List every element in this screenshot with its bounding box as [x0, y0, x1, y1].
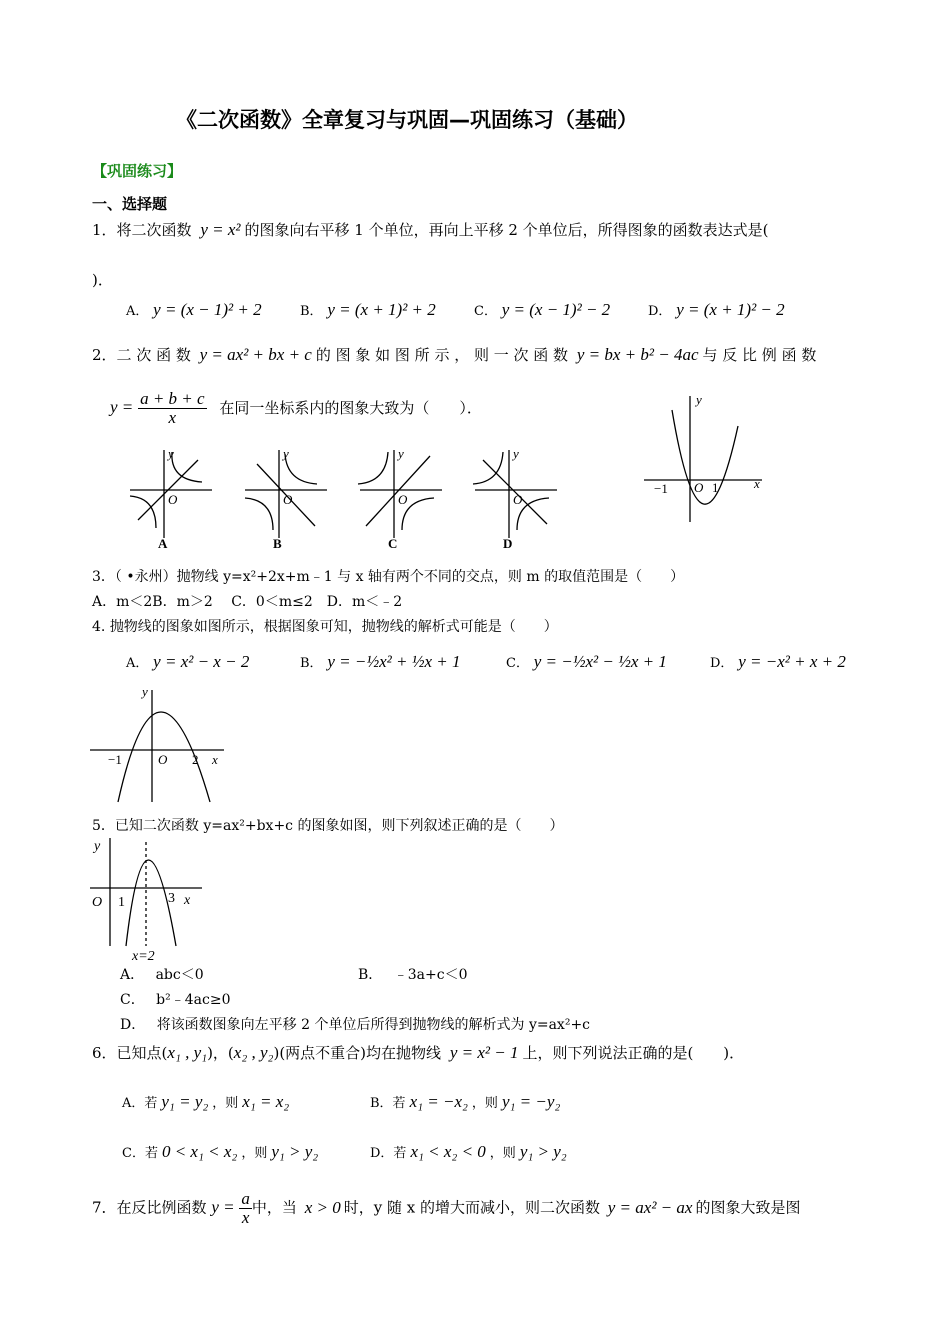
q3-number: 3． — [92, 569, 115, 585]
q2-d-y-label: y — [513, 446, 519, 461]
q4-y-label: y — [142, 684, 148, 699]
q6-option-b — [370, 1092, 560, 1112]
q1-option-c-label: C． — [474, 304, 497, 319]
q4-neg1-label: −1 — [108, 752, 122, 767]
q1-text-b: 的图象向右平移 1 个单位，再向上平移 2 个单位后，所得图象的函数表达式是( — [244, 221, 769, 239]
q6-number: 6． — [92, 1044, 117, 1062]
q2-label-a: A — [158, 536, 168, 551]
q1-option-c-expr: y = (x − 1)² − 2 — [501, 300, 611, 319]
q5-option-a — [120, 964, 204, 984]
q2p-x-label: x — [754, 476, 760, 491]
q5-one-label: 1 — [118, 895, 125, 910]
question-3 — [92, 566, 684, 586]
q6-option-a-res: x₁ = x₂ — [242, 1092, 290, 1111]
q6-formula: y = x² − 1 — [449, 1043, 519, 1062]
q7-formula: y = ax² − ax — [607, 1197, 693, 1217]
q7-frac-num: a — [241, 1189, 250, 1208]
q6-option-d-res: y₁ > y₂ — [519, 1142, 567, 1161]
q7-fraction — [239, 1190, 252, 1227]
q1-option-d — [648, 300, 785, 320]
q1-option-d-expr: y = (x + 1)² − 2 — [676, 300, 785, 319]
question-7 — [92, 1190, 800, 1227]
q5-option-c-text: b²﹣4ac≥0 — [156, 992, 231, 1008]
q2-parabola-graph — [640, 392, 770, 526]
q2-text-c: 与 反 比 例 函 数 — [702, 346, 817, 364]
q7-text-d: 的图象大致是图 — [695, 1198, 801, 1217]
q6-option-b-res: y₁ = −y₂ — [501, 1092, 561, 1111]
q5-option-a-label: A． — [120, 967, 138, 983]
q6-option-c-then: ，则 — [241, 1146, 268, 1161]
q7-frac-den: x — [241, 1208, 250, 1227]
q2-label-d: D — [503, 536, 513, 551]
q2-text-b: 的 图 象 如 图 所 示 ， 则 一 次 函 数 — [315, 346, 569, 364]
q1-option-b-label: B． — [300, 304, 323, 319]
q6-option-c-cond: 0 < x₁ < x₂ — [161, 1142, 238, 1161]
q5-option-d-text: 将该函数图象向左平移 2 个单位后所得到抛物线的解析式为 y=ax²+c — [156, 1017, 591, 1033]
q4-option-c-expr: y = −½x² − ½x + 1 — [533, 652, 667, 671]
q6-text-b: )，( — [207, 1044, 234, 1062]
q6-option-a-then: ，则 — [212, 1096, 239, 1111]
q5-parabola-graph — [88, 834, 212, 962]
q4-option-b-expr: y = −½x² + ½x + 1 — [327, 652, 461, 671]
q5-option-b — [358, 964, 467, 984]
q4-two-label: 2 — [192, 752, 199, 767]
q2-b-y-label: y — [283, 446, 289, 461]
q1-option-a-expr: y = (x − 1)² + 2 — [153, 300, 262, 319]
q4-option-d-label: D． — [710, 656, 734, 671]
q2p-one-label: 1 — [712, 480, 719, 495]
q6-option-c-res: y₁ > y₂ — [271, 1142, 319, 1161]
q5-option-a-text: abc＜0 — [155, 967, 204, 983]
q2-formula-b: y = bx + b² − 4ac — [576, 345, 699, 364]
q2-fraction — [138, 390, 207, 427]
q6-text-c: )(两点不重合)均在抛物线 — [273, 1044, 442, 1062]
q7-text-b: 中，当 — [251, 1198, 297, 1217]
q5-number: 5． — [92, 818, 115, 834]
q6-option-d — [370, 1142, 567, 1162]
q5-option-c-label: C． — [120, 992, 138, 1008]
q6-option-d-then: ，则 — [489, 1146, 516, 1161]
q2-formula-a: y = ax² + bx + c — [199, 345, 312, 364]
q5-axis-label: x=2 — [132, 949, 155, 962]
q1-option-b — [300, 300, 436, 320]
q2-frac-lhs: y = — [110, 397, 134, 417]
q5-y-label: y — [94, 839, 101, 854]
q4-option-d-expr: y = −x² + x + 2 — [738, 652, 846, 671]
q2-a-y-label: y — [168, 446, 174, 461]
question-2 — [92, 344, 816, 365]
q5-option-c — [120, 989, 230, 1009]
q4-x-label: x — [212, 752, 218, 767]
q5-option-d-label: D． — [120, 1017, 139, 1033]
q3-text: （ •永州）抛物线 y=x²+2x+m﹣1 与 x 轴有两个不同的交点，则 m 的取值范围是（ ） — [114, 569, 685, 585]
page-title: 《二次函数》全章复习与巩固—巩固练习（基础） — [176, 108, 638, 132]
q4-number: 4. — [92, 619, 106, 635]
q6-option-b-then: ，则 — [471, 1096, 498, 1111]
q2-label-c: C — [388, 536, 398, 551]
q2-frac-num: a + b + c — [140, 389, 205, 408]
q6-option-d-label: D．若 — [370, 1146, 407, 1161]
q4-option-a-expr: y = x² − x − 2 — [153, 652, 250, 671]
q6-option-c — [122, 1142, 318, 1162]
q1-number: 1． — [92, 221, 117, 239]
q1-option-c — [474, 300, 610, 320]
q6-option-b-label: B．若 — [370, 1096, 406, 1111]
q6-option-d-cond: x₁ < x₂ < 0 — [410, 1142, 486, 1161]
q5-text: 已知二次函数 y=ax²+bx+c 的图象如图，则下列叙述正确的是（ ） — [114, 818, 564, 834]
q2-b-o-label: O — [283, 492, 293, 507]
question-5 — [92, 815, 563, 835]
q4-option-d — [710, 652, 846, 672]
q2-number: 2． — [92, 346, 117, 364]
q4-option-b-label: B． — [300, 656, 323, 671]
q5-option-b-text: ﹣3a+c＜0 — [393, 967, 468, 983]
q6-option-a-label: A．若 — [122, 1096, 158, 1111]
q4-parabola-graph — [88, 682, 236, 804]
q7-frac-lhs: y = — [211, 1197, 235, 1217]
q5-x-label: x — [184, 893, 191, 908]
q6-option-c-label: C．若 — [122, 1146, 158, 1161]
q5-o-label: O — [92, 895, 103, 910]
q1-formula: y = x² — [200, 220, 241, 239]
q2-text-d: 在同一坐标系内的图象大致为（ ）． — [219, 398, 482, 417]
q1-text-a: 将二次函数 — [116, 221, 192, 239]
q1-option-a — [126, 300, 262, 320]
q1-option-d-label: D． — [648, 304, 672, 319]
q1-text-c: )． — [92, 271, 113, 289]
q2p-y-label: y — [696, 392, 702, 407]
q4-option-c-label: C． — [506, 656, 529, 671]
q4-option-a — [126, 652, 249, 672]
q2-fraction-line — [110, 390, 482, 427]
part-heading: 一、选择题 — [92, 195, 168, 213]
q3-options: A．m＜2B．m＞2 C．0＜m≤2 D．m＜﹣2 — [92, 594, 403, 610]
q5-three-label: 3 — [168, 891, 175, 906]
q4-option-a-label: A． — [126, 656, 149, 671]
q2p-o-label: O — [694, 480, 704, 495]
q4-option-b — [300, 652, 460, 672]
q2-frac-den: x — [168, 408, 177, 427]
q2-a-o-label: O — [168, 492, 178, 507]
question-6 — [92, 1042, 744, 1063]
q2-label-b: B — [273, 536, 282, 551]
q6-option-a-cond: y₁ = y₂ — [161, 1092, 209, 1111]
q2-text-a: 二 次 函 数 — [116, 346, 191, 364]
q6-option-b-cond: x₁ = −x₂ — [409, 1092, 468, 1111]
q5-option-b-label: B． — [358, 967, 376, 983]
q2-c-o-label: O — [398, 492, 408, 507]
q7-cond: x > 0 — [304, 1197, 341, 1217]
section-label: 【巩固练习】 — [92, 162, 183, 180]
q4-text: 抛物线的图象如图所示，根据图象可知，抛物线的解析式可能是（ ） — [109, 619, 558, 635]
q4-option-c — [506, 652, 667, 672]
q6-text-a: 已知点( — [116, 1044, 168, 1062]
q6-point-2: x₂ , y₂ — [233, 1043, 274, 1062]
q4-o-label: O — [158, 752, 168, 767]
q6-text-d: 上，则下列说法正确的是( )． — [522, 1044, 745, 1062]
q1-option-b-expr: y = (x + 1)² + 2 — [327, 300, 436, 319]
question-4 — [92, 616, 558, 636]
q7-number: 7． — [92, 1198, 117, 1217]
q2p-neg1-label: −1 — [654, 481, 668, 496]
q7-text-a: 在反比例函数 — [116, 1198, 207, 1217]
question-1 — [92, 219, 769, 240]
q2-d-o-label: O — [513, 492, 523, 507]
q7-text-c: 时，y 随 x 的增大而减小，则二次函数 — [343, 1198, 600, 1217]
q2-option-graphs — [120, 440, 600, 552]
q6-option-a — [122, 1092, 289, 1112]
q2-c-y-label: y — [398, 446, 404, 461]
q1-option-a-label: A． — [126, 304, 149, 319]
q6-point-1: x₁ , y₁ — [167, 1043, 208, 1062]
q5-option-d — [120, 1014, 590, 1034]
